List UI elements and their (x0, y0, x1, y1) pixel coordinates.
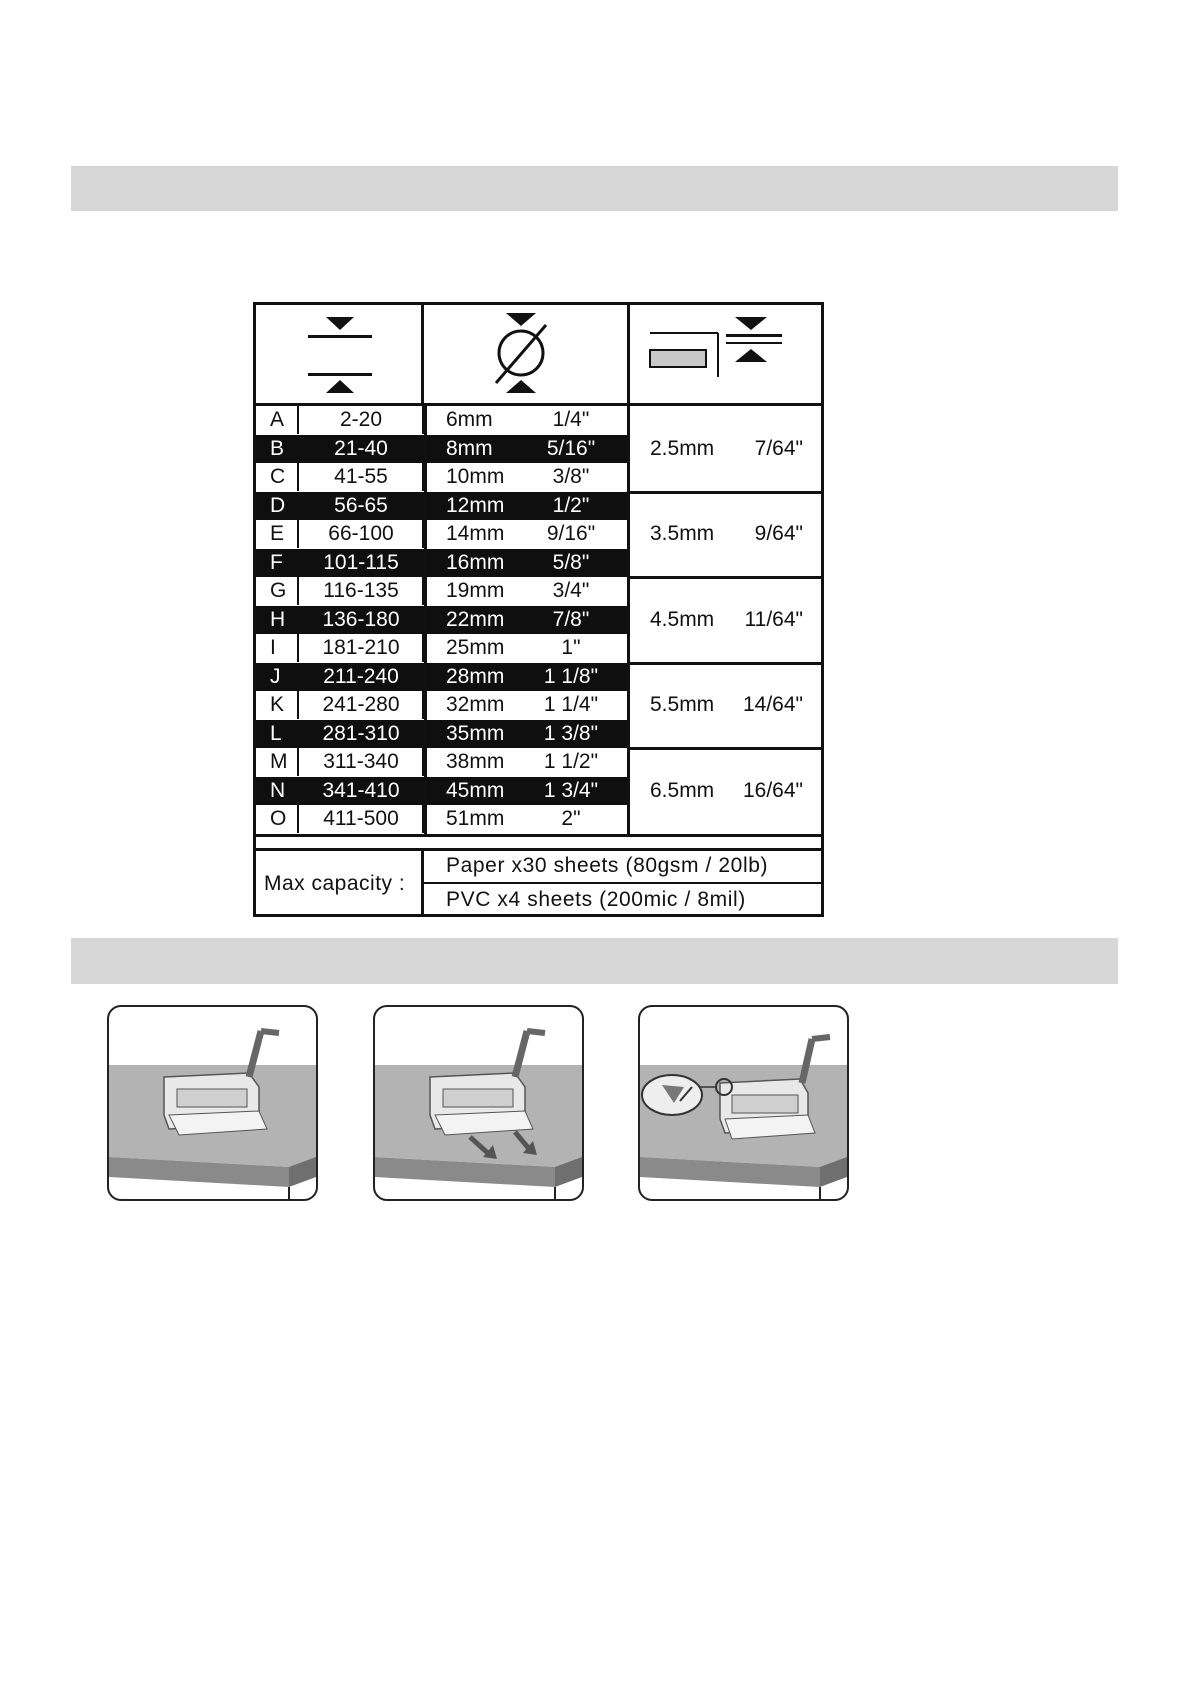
table-row (256, 720, 627, 748)
table-row (256, 634, 627, 662)
margin-group-cell (627, 492, 821, 578)
margin-inch: 16/64" (742, 778, 803, 802)
divider (424, 882, 821, 884)
margin-inch: 7/64" (754, 436, 803, 460)
sheet-range: 116-135 (323, 579, 399, 602)
handle-detail-illustration (638, 1005, 849, 1201)
divider (256, 848, 821, 851)
ring-diameter-inch: 5/16" (546, 436, 596, 460)
row-letter: F (270, 550, 283, 574)
machine-on-table-illustration (107, 1005, 318, 1201)
ring-diameter-mm: 19mm (446, 579, 505, 602)
table-row (256, 691, 627, 719)
binding-capacity-table (253, 302, 824, 917)
row-letter: A (270, 408, 285, 431)
divider (627, 662, 821, 665)
row-letter: J (270, 664, 281, 688)
pvc-capacity-text: PVC x4 sheets (200mic / 8mil) (446, 888, 746, 911)
ring-diameter-mm: 51mm (446, 807, 505, 830)
cell-border (256, 634, 299, 662)
ring-diameter-inch: 1 1/2" (543, 750, 599, 773)
ring-diameter-mm: 16mm (446, 550, 505, 574)
margin-depth-icon (630, 305, 821, 403)
ring-diameter-inch: 1/4" (552, 408, 590, 431)
ring-diameter-mm: 10mm (446, 465, 505, 488)
pull-out-tray-illustration (373, 1005, 584, 1201)
ring-diameter-inch: 1/2" (552, 493, 590, 517)
ring-diameter-inch: 1 1/4" (543, 693, 599, 716)
divider (256, 834, 821, 837)
margin-mm: 2.5mm (650, 436, 715, 460)
sheet-range: 341-410 (322, 778, 400, 802)
ring-diameter-inch: 7/8" (552, 607, 590, 631)
row-letter: M (270, 750, 288, 773)
table-row (256, 805, 627, 833)
row-letter: G (270, 579, 287, 602)
table-row (256, 663, 627, 691)
ring-diameter-inch: 3/8" (552, 465, 590, 488)
ring-diameter-inch: 2" (561, 807, 581, 830)
sheet-range: 2-20 (339, 408, 383, 431)
ring-diameter-mm: 35mm (446, 721, 505, 745)
table-row (256, 463, 627, 491)
ring-diameter-inch: 5/8" (552, 550, 590, 574)
row-letter: I (270, 636, 276, 659)
margin-inch: 11/64" (744, 607, 803, 631)
divider (424, 406, 427, 834)
ring-diameter-mm: 28mm (446, 664, 505, 688)
table-row (256, 492, 627, 520)
table-row (256, 406, 627, 434)
sheet-range: 241-280 (322, 693, 400, 716)
ring-diameter-icon (424, 305, 630, 403)
row-letter: K (270, 693, 285, 716)
table-row (256, 520, 627, 548)
margin-group-cell (627, 663, 821, 749)
section-header-band (71, 938, 1118, 984)
sheet-range: 41-55 (334, 465, 388, 488)
paper-thickness-icon (256, 305, 424, 403)
sheet-range: 181-210 (322, 636, 400, 659)
table-row (256, 777, 627, 805)
divider (421, 848, 424, 914)
row-letter: D (270, 493, 286, 517)
table-row (256, 577, 627, 605)
table-row (256, 435, 627, 463)
row-letter: E (270, 522, 285, 545)
divider (627, 491, 821, 494)
ring-diameter-mm: 45mm (446, 778, 505, 802)
margin-group-cell (627, 406, 821, 492)
sheet-range: 21-40 (334, 436, 388, 460)
margin-inch: 14/64" (742, 693, 803, 717)
margin-group-cell (627, 577, 821, 663)
margin-mm: 5.5mm (650, 693, 715, 717)
divider (627, 576, 821, 579)
table-row (256, 748, 627, 776)
margin-mm: 4.5mm (650, 607, 715, 631)
ring-diameter-inch: 9/16" (546, 522, 596, 545)
ring-diameter-mm: 6mm (446, 408, 493, 431)
row-letter: C (270, 465, 286, 488)
ring-diameter-inch: 1 3/4" (543, 778, 599, 802)
ring-diameter-mm: 32mm (446, 693, 505, 716)
paper-capacity-text: Paper x30 sheets (80gsm / 20lb) (446, 854, 769, 877)
row-letter: O (270, 807, 287, 830)
ring-diameter-mm: 22mm (446, 607, 505, 631)
row-letter: N (270, 778, 286, 802)
sheet-range: 56-65 (334, 493, 388, 517)
sheet-range: 311-340 (323, 750, 399, 773)
table-row (256, 606, 627, 634)
row-letter: B (270, 436, 285, 460)
ring-diameter-mm: 12mm (446, 493, 505, 517)
sheet-range: 281-310 (322, 721, 400, 745)
ring-diameter-inch: 1 3/8" (543, 721, 599, 745)
ring-diameter-inch: 3/4" (552, 579, 590, 602)
sheet-range: 136-180 (322, 607, 400, 631)
margin-inch: 9/64" (754, 522, 803, 546)
row-letter: H (270, 607, 286, 631)
divider (627, 747, 821, 750)
ring-diameter-inch: 1" (561, 636, 581, 659)
max-capacity-label: Max capacity : (264, 872, 406, 895)
sheet-range: 411-500 (323, 807, 399, 830)
margin-mm: 3.5mm (650, 522, 715, 546)
ring-diameter-mm: 25mm (446, 636, 505, 659)
margin-mm: 6.5mm (650, 778, 715, 802)
margin-group-cell (627, 748, 821, 834)
ring-diameter-inch: 1 1/8" (543, 664, 599, 688)
sheet-range: 66-100 (328, 522, 394, 545)
sheet-range: 211-240 (323, 664, 399, 688)
ring-diameter-mm: 8mm (446, 436, 493, 460)
ring-diameter-mm: 38mm (446, 750, 505, 773)
section-header-band (71, 166, 1118, 211)
sheet-range: 101-115 (323, 550, 399, 574)
table-row (256, 549, 627, 577)
row-letter: L (270, 721, 282, 745)
max-capacity-section (256, 834, 821, 914)
ring-diameter-mm: 14mm (446, 522, 505, 545)
